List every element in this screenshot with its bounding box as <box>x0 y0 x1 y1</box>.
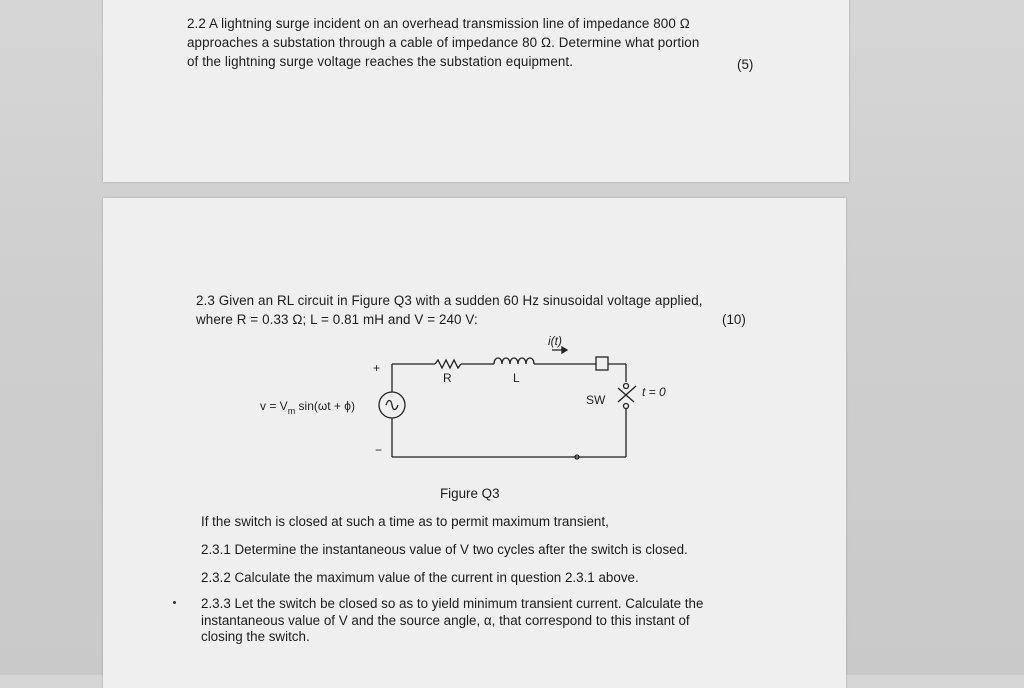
inductor-l <box>494 358 534 364</box>
q23-intro: If the switch is closed at such a time as to permit maximum transient, <box>201 514 609 529</box>
q233-line-3: closing the switch. <box>201 629 310 644</box>
question-2-3-text <box>196 291 756 329</box>
current-arrowhead <box>562 347 567 353</box>
q232-text: 2.3.2 Calculate the maximum value of the current in question 2.3.1 above. <box>201 570 639 585</box>
q22-line-3: of the lightning surge voltage reaches the substation equipment. <box>187 54 574 69</box>
q22-line-1: 2.2 A lightning surge incident on an overhead transmission line of impedance 800 Ω <box>187 16 690 31</box>
q231-text: 2.3.1 Determine the instantaneous value of V two cycles after the switch is closed. <box>201 542 688 557</box>
q23-line-1: 2.3 Given an RL circuit in Figure Q3 with a sudden 60 Hz sinusoidal voltage applied, <box>196 293 703 308</box>
plus-label: + <box>373 361 381 375</box>
q233-text <box>201 596 703 646</box>
source-label-sub: m <box>287 406 296 416</box>
q22-line-2: approaches a substation through a cable of impedance 80 Ω. Determine what portion <box>187 35 700 50</box>
q233-line-2: instantaneous value of V and the source angle, α, that correspond to this instant of <box>201 612 690 628</box>
bullet-dot <box>173 601 176 604</box>
terminal-block <box>596 357 608 370</box>
q233-line-1: 2.3.3 Let the switch be closed so as to yield minimum transient current. Calculate the <box>201 596 704 611</box>
source-label-rest: sin(ωt + ϕ) <box>295 399 355 413</box>
resistor-r <box>435 360 461 368</box>
source-label-v: v = V <box>260 399 288 413</box>
switch-contact-top <box>624 384 629 389</box>
q23-line-2: where R = 0.33 Ω; L = 0.81 mH and V = 240 V: <box>196 312 478 327</box>
r-label: R <box>443 371 452 385</box>
time-label: t = 0 <box>642 385 666 399</box>
minus-label: − <box>375 443 383 457</box>
rl-circuit-diagram <box>250 330 700 465</box>
switch-contact-bottom <box>624 404 629 409</box>
sine-wave-icon <box>386 401 398 410</box>
l-label: L <box>513 371 520 385</box>
q23-marks: (10) <box>722 312 746 327</box>
source-label <box>260 399 355 416</box>
q22-marks: (5) <box>737 57 754 72</box>
switch-label: SW <box>586 393 606 407</box>
question-2-2-text <box>187 14 767 71</box>
figure-caption: Figure Q3 <box>440 486 500 501</box>
current-label: i(t) <box>548 334 562 348</box>
